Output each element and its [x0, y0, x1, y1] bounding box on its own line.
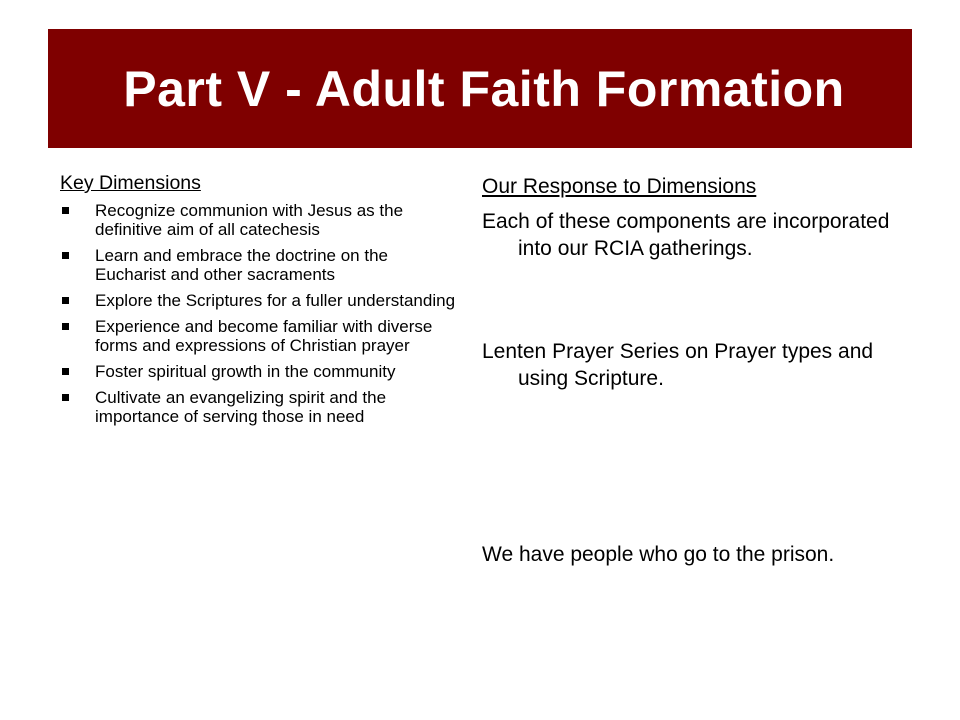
- list-item-text: Recognize communion with Jesus as the definitive aim of all catechesis: [95, 201, 404, 239]
- list-item: [60, 246, 460, 284]
- list-item: [60, 201, 460, 239]
- list-item: [60, 362, 460, 381]
- key-dimensions-heading: Key Dimensions: [60, 172, 201, 194]
- response-heading: Our Response to Dimensions: [482, 175, 757, 198]
- square-bullet-icon: [62, 323, 69, 330]
- response-column: [482, 172, 882, 203]
- title-bar: [48, 29, 912, 148]
- slide-title: Part V - Adult Faith Formation: [123, 60, 845, 117]
- list-item-text: Cultivate an evangelizing spirit and the importance of serving those in need: [95, 388, 387, 426]
- key-dimensions-column: [60, 172, 460, 433]
- key-dimensions-list: [60, 201, 460, 426]
- list-item-text: Learn and embrace the doctrine on the Eucharist and other sacraments: [95, 246, 388, 284]
- list-item: [60, 317, 460, 355]
- response-paragraph-rcia: Each of these components are incorporated into our RCIA gatherings.: [482, 210, 890, 260]
- square-bullet-icon: [62, 297, 69, 304]
- list-item-text: Explore the Scriptures for a fuller understanding: [95, 291, 456, 310]
- list-item-text: Foster spiritual growth in the community: [95, 362, 396, 381]
- list-item: [60, 291, 460, 310]
- response-paragraph-lenten: Lenten Prayer Series on Prayer types and using Scripture.: [482, 340, 874, 390]
- list-item-text: Experience and become familiar with diverse forms and expressions of Christian prayer: [95, 317, 433, 355]
- square-bullet-icon: [62, 394, 69, 401]
- list-item: [60, 388, 460, 426]
- square-bullet-icon: [62, 207, 69, 214]
- square-bullet-icon: [62, 368, 69, 375]
- square-bullet-icon: [62, 252, 69, 259]
- response-paragraph-prison: We have people who go to the prison.: [482, 543, 835, 566]
